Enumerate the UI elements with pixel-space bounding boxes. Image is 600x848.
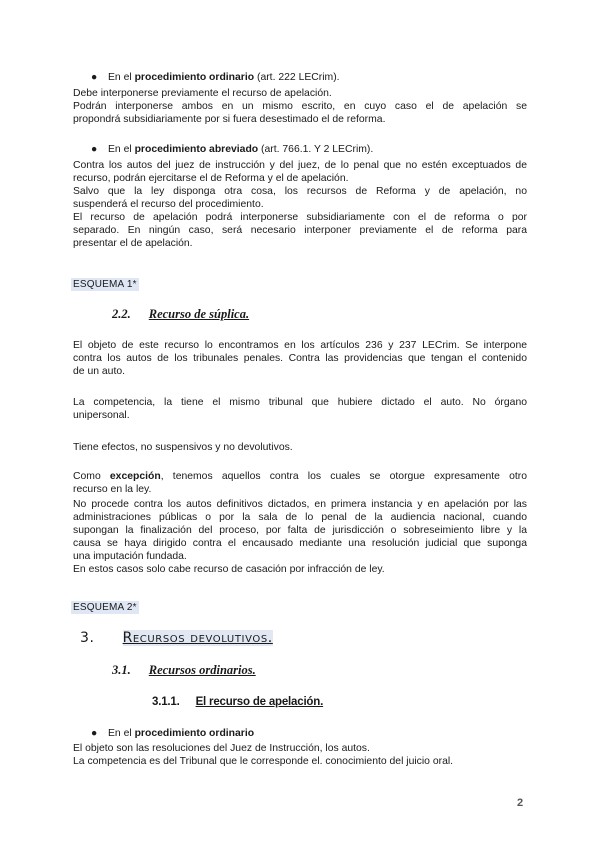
text-line: No procede contra los autos definitivos dictados, en primera instancia y en apelación por las (73, 499, 527, 510)
text-line: causa se haya dirigido contra el encausado mediante una resolución judicial que suponga (73, 538, 527, 549)
text-line: presentar el de apelación. (73, 238, 193, 249)
text-line: suspenderá el recurso del procedimiento. (73, 199, 264, 210)
paragraph-suplica-objeto (73, 339, 527, 378)
heading-number: 3.1.1. (152, 696, 180, 708)
heading-title: Recursos devolutivos. (122, 630, 273, 646)
bullet-text: En el procedimiento abreviado (art. 766.1. Y 2 LECrim). (108, 144, 374, 155)
text-line: unipersonal. (73, 410, 130, 421)
paragraph-suplica-competencia (73, 396, 527, 422)
paragraph-no-procede (73, 498, 527, 576)
section-heading-2-2 (112, 307, 249, 322)
heading-number: 3. (80, 630, 95, 646)
text-line: contra los autos de los tribunales penales. Contra las providencias que tengan el contenido (73, 353, 527, 364)
page-number: 2 (517, 797, 524, 809)
text-line: recurso en la ley. (73, 484, 152, 495)
paragraph-excepcion (73, 470, 527, 496)
text-line: Como excepción, tenemos aquellos contra los cuales se otorgue expresamente otro (73, 471, 527, 482)
text-line: propondrá subsidiariamente por si fuera desestimado el de reforma. (73, 114, 386, 125)
text-line: una imputación fundada. (73, 551, 187, 562)
section-heading-3 (80, 630, 273, 647)
heading-title: El recurso de apelación. (195, 696, 324, 708)
bullet-dot: ● (91, 728, 98, 739)
heading-title: Recursos ordinarios. (148, 663, 256, 677)
text-line: de un auto. (73, 366, 125, 377)
heading-number: 3.1. (112, 663, 131, 677)
text-line: El objeto de este recurso lo encontramos en los artículos 236 y 237 LECrim. Se interpone (73, 340, 527, 351)
text-line: La competencia es del Tribunal que le corresponde el. conocimiento del juicio oral. (73, 756, 454, 767)
section-heading-3-1-1 (152, 695, 323, 709)
text-line: separado. En ningún caso, será necesario interponer previamente el de reforma para (73, 225, 527, 236)
text-line: Debe interponerse previamente el recurso de apelación. (73, 88, 332, 99)
section-heading-3-1 (112, 663, 256, 678)
esquema-2-label: ESQUEMA 2* (73, 602, 137, 613)
text-line: El recurso de apelación podrá interponerse subsidiariamente con el de reforma o por (73, 212, 527, 223)
text-line: La competencia, la tiene el mismo tribunal que hubiere dictado el auto. No órgano (73, 397, 527, 408)
bullet-dot: ● (91, 72, 98, 83)
text-line: Tiene efectos, no suspensivos y no devolutivos. (73, 442, 293, 453)
paragraph-apelacion (73, 742, 527, 768)
paragraph-ordinario (73, 87, 527, 126)
bullet-dot: ● (91, 144, 98, 155)
esquema-1-label: ESQUEMA 1* (73, 279, 137, 290)
text-line: administraciones públicas o por la sala de lo penal de la audiencia nacional, cuando (73, 512, 527, 523)
bullet-text: En el procedimiento ordinario (art. 222 LECrim). (108, 72, 340, 83)
text-line: Podrán interponerse ambos en un mismo escrito, en cuyo caso el de apelación se (73, 101, 527, 112)
text-line: recurso, podrán ejercitarse el de Reforma y el de apelación. (73, 173, 349, 184)
paragraph-suplica-efectos (73, 441, 527, 454)
text-line: En estos casos solo cabe recurso de casación por infracción de ley. (73, 564, 385, 575)
heading-number: 2.2. (112, 307, 131, 321)
text-line: supongan la finalización del proceso, por falta de jurisdicción o sobreseimiento libre y la (73, 525, 527, 536)
text-line: Salvo que la ley disponga otra cosa, los recursos de Reforma y de apelación, no (73, 186, 527, 197)
text-line: Contra los autos del juez de instrucción y del juez, de lo penal que no estén exceptuados de (73, 160, 527, 171)
heading-title: Recurso de súplica. (148, 307, 250, 321)
bullet-text: En el procedimiento ordinario (108, 728, 255, 739)
text-line: El objeto son las resoluciones del Juez de Instrucción, los autos. (73, 743, 370, 754)
paragraph-abreviado (73, 159, 527, 250)
